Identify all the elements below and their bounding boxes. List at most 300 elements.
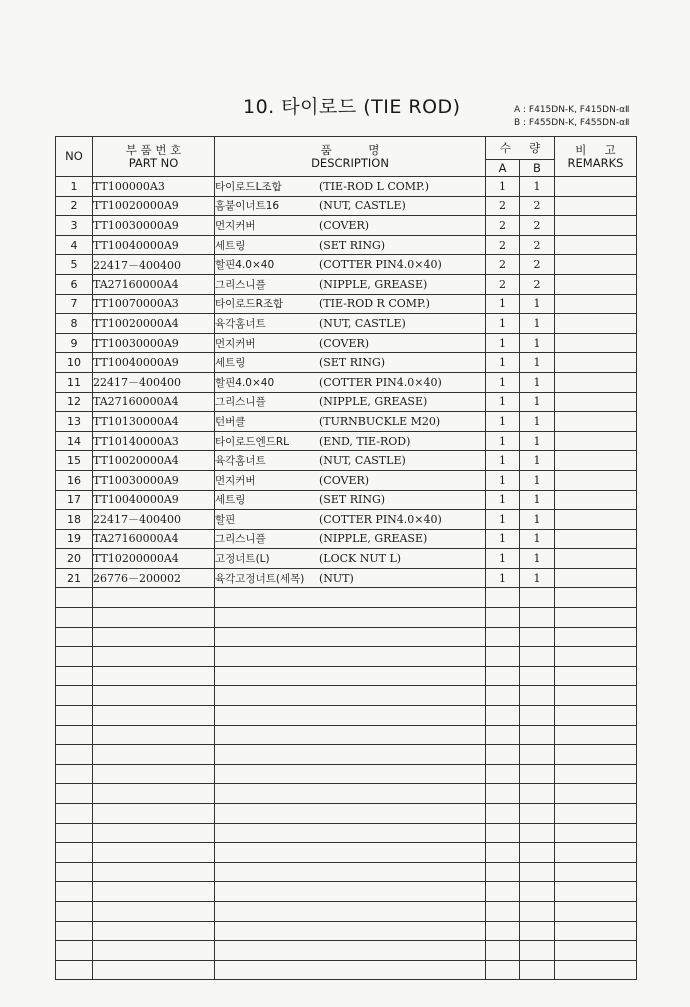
- table-row: [56, 333, 637, 353]
- empty-cell: [555, 882, 637, 902]
- header-quantity: 수 량: [486, 137, 555, 160]
- row-remarks: [555, 353, 637, 373]
- row-description-ko: 육각홈너트: [215, 317, 266, 330]
- row-qty-b: 1: [520, 510, 555, 530]
- empty-cell: [93, 921, 215, 941]
- row-part-no: TA27160000A4: [93, 529, 215, 549]
- row-remarks: [555, 568, 637, 588]
- row-part-no: TT10030000A9: [93, 216, 215, 236]
- empty-cell: [93, 706, 215, 726]
- empty-cell: [56, 764, 93, 784]
- row-description-en: (NIPPLE, GREASE): [319, 532, 428, 546]
- row-part-no: TT10070000A3: [93, 294, 215, 314]
- row-description-ko: 턴버클: [215, 415, 246, 428]
- row-part-no: TT10200000A4: [93, 549, 215, 569]
- empty-cell: [215, 960, 486, 980]
- empty-cell: [93, 862, 215, 882]
- row-description-en: (COVER): [319, 218, 370, 232]
- table-row: [56, 490, 637, 510]
- row-qty-b: 2: [520, 196, 555, 216]
- model-legend-b: B : F455DN-K, F455DN-αⅡ: [514, 118, 630, 128]
- empty-cell: [520, 627, 555, 647]
- row-no: 11: [56, 372, 93, 392]
- row-description: [215, 372, 486, 392]
- empty-cell: [555, 588, 637, 608]
- row-description-en: (SET RING): [319, 493, 386, 507]
- table-row: [56, 510, 637, 530]
- row-no: 16: [56, 470, 93, 490]
- empty-cell: [555, 804, 637, 824]
- empty-cell: [93, 608, 215, 628]
- empty-cell: [215, 764, 486, 784]
- empty-cell: [520, 823, 555, 843]
- row-qty-b: 1: [520, 177, 555, 197]
- row-qty-a: 1: [486, 353, 520, 373]
- row-description: [215, 431, 486, 451]
- empty-cell: [555, 901, 637, 921]
- empty-cell: [555, 823, 637, 843]
- row-qty-a: 1: [486, 372, 520, 392]
- empty-cell: [520, 725, 555, 745]
- row-no: 8: [56, 314, 93, 334]
- empty-cell: [93, 588, 215, 608]
- row-part-no: TT10040000A9: [93, 353, 215, 373]
- row-qty-a: 2: [486, 255, 520, 275]
- row-no: 19: [56, 529, 93, 549]
- empty-cell: [215, 627, 486, 647]
- empty-cell: [215, 745, 486, 765]
- row-description-ko: 할핀4.0×40: [215, 376, 275, 389]
- empty-cell: [520, 882, 555, 902]
- empty-cell: [56, 843, 93, 863]
- empty-row: [56, 921, 637, 941]
- empty-cell: [215, 647, 486, 667]
- row-no: 12: [56, 392, 93, 412]
- row-no: 7: [56, 294, 93, 314]
- row-no: 18: [56, 510, 93, 530]
- row-description-ko: 먼지커버: [215, 219, 256, 232]
- row-description-ko: 타이로드R조합: [215, 298, 284, 311]
- empty-row: [56, 764, 637, 784]
- row-description: [215, 235, 486, 255]
- row-qty-b: 2: [520, 216, 555, 236]
- empty-cell: [486, 764, 520, 784]
- row-part-no: 26776－200002: [93, 568, 215, 588]
- row-no: 10: [56, 353, 93, 373]
- empty-cell: [520, 921, 555, 941]
- empty-cell: [520, 608, 555, 628]
- empty-row: [56, 627, 637, 647]
- empty-cell: [555, 862, 637, 882]
- row-part-no: TT10040000A9: [93, 235, 215, 255]
- row-qty-a: 2: [486, 216, 520, 236]
- empty-cell: [93, 627, 215, 647]
- page-title: 10. 타이로드 (TIE ROD): [243, 96, 461, 118]
- empty-cell: [56, 882, 93, 902]
- row-qty-b: 1: [520, 353, 555, 373]
- table-row: [56, 412, 637, 432]
- row-qty-b: 1: [520, 431, 555, 451]
- header-part-no-ko: 부 품 번 호: [125, 142, 182, 157]
- empty-cell: [555, 843, 637, 863]
- empty-cell: [555, 725, 637, 745]
- row-no: 20: [56, 549, 93, 569]
- row-remarks: [555, 529, 637, 549]
- row-description-ko: 홈붙이너트16: [215, 200, 280, 213]
- table-row: [56, 431, 637, 451]
- row-qty-a: 1: [486, 549, 520, 569]
- empty-cell: [555, 686, 637, 706]
- empty-cell: [215, 862, 486, 882]
- row-part-no: TA27160000A4: [93, 274, 215, 294]
- row-description: [215, 470, 486, 490]
- row-qty-b: 1: [520, 549, 555, 569]
- row-no: 17: [56, 490, 93, 510]
- header-remarks-en: REMARKS: [567, 155, 624, 170]
- row-qty-b: 1: [520, 294, 555, 314]
- row-description-en: (SET RING): [319, 356, 386, 370]
- empty-row: [56, 843, 637, 863]
- row-qty-a: 1: [486, 333, 520, 353]
- row-qty-a: 2: [486, 274, 520, 294]
- row-qty-a: 1: [486, 490, 520, 510]
- empty-row: [56, 901, 637, 921]
- row-description-ko: 세트링: [215, 239, 246, 252]
- row-part-no: 22417－400400: [93, 372, 215, 392]
- row-description-en: (COTTER PIN4.0×40): [319, 258, 442, 272]
- empty-row: [56, 666, 637, 686]
- table-row: [56, 314, 637, 334]
- empty-cell: [520, 647, 555, 667]
- empty-cell: [486, 882, 520, 902]
- row-description-en: (TURNBUCKLE M20): [319, 414, 441, 428]
- row-description-en: (NUT, CASTLE): [319, 454, 406, 468]
- row-remarks: [555, 451, 637, 471]
- row-no: 1: [56, 177, 93, 197]
- row-remarks: [555, 392, 637, 412]
- empty-cell: [520, 745, 555, 765]
- empty-cell: [56, 706, 93, 726]
- table-row: [56, 196, 637, 216]
- empty-cell: [486, 941, 520, 961]
- empty-row: [56, 862, 637, 882]
- row-description-ko: 할핀4.0×40: [215, 259, 275, 272]
- row-qty-b: 1: [520, 568, 555, 588]
- empty-cell: [520, 588, 555, 608]
- row-description-en: (NUT, CASTLE): [319, 199, 406, 213]
- row-qty-b: 1: [520, 333, 555, 353]
- parts-table: [55, 136, 637, 980]
- empty-cell: [555, 784, 637, 804]
- empty-row: [56, 706, 637, 726]
- row-part-no: TT10140000A3: [93, 431, 215, 451]
- empty-cell: [215, 901, 486, 921]
- empty-cell: [555, 960, 637, 980]
- empty-row: [56, 941, 637, 961]
- row-qty-b: 2: [520, 255, 555, 275]
- empty-cell: [93, 804, 215, 824]
- empty-cell: [555, 921, 637, 941]
- row-qty-b: 1: [520, 314, 555, 334]
- empty-cell: [56, 627, 93, 647]
- empty-cell: [520, 666, 555, 686]
- header-part-no-en: PART NO: [128, 155, 179, 170]
- empty-row: [56, 960, 637, 980]
- model-legend-a: A : F415DN-K, F415DN-αⅡ: [514, 105, 630, 115]
- row-part-no: TT10020000A9: [93, 196, 215, 216]
- row-description: [215, 314, 486, 334]
- empty-cell: [93, 823, 215, 843]
- empty-row: [56, 745, 637, 765]
- empty-cell: [215, 843, 486, 863]
- row-part-no: TT10030000A9: [93, 470, 215, 490]
- row-description-ko: 육각홈너트: [215, 455, 266, 468]
- row-no: 3: [56, 216, 93, 236]
- table-row: [56, 353, 637, 373]
- empty-cell: [93, 764, 215, 784]
- empty-cell: [486, 960, 520, 980]
- row-qty-a: 1: [486, 431, 520, 451]
- row-remarks: [555, 314, 637, 334]
- empty-cell: [486, 588, 520, 608]
- empty-cell: [93, 647, 215, 667]
- row-part-no: TT10020000A4: [93, 451, 215, 471]
- empty-cell: [215, 706, 486, 726]
- table-row: [56, 392, 637, 412]
- row-description-ko: 타이로드L조합: [215, 180, 282, 193]
- row-description: [215, 529, 486, 549]
- row-remarks: [555, 333, 637, 353]
- empty-row: [56, 588, 637, 608]
- empty-cell: [520, 784, 555, 804]
- empty-cell: [520, 901, 555, 921]
- row-remarks: [555, 235, 637, 255]
- empty-cell: [215, 666, 486, 686]
- empty-cell: [93, 686, 215, 706]
- row-description: [215, 490, 486, 510]
- row-description-ko: 세트링: [215, 357, 246, 370]
- row-remarks: [555, 294, 637, 314]
- empty-row: [56, 784, 637, 804]
- row-description: [215, 274, 486, 294]
- empty-cell: [486, 608, 520, 628]
- row-qty-a: 1: [486, 177, 520, 197]
- row-description-en: (LOCK NUT L): [319, 552, 402, 566]
- empty-cell: [56, 921, 93, 941]
- empty-cell: [56, 960, 93, 980]
- row-description: [215, 294, 486, 314]
- empty-cell: [520, 804, 555, 824]
- empty-cell: [56, 725, 93, 745]
- row-part-no: TT10030000A9: [93, 333, 215, 353]
- row-description: [215, 333, 486, 353]
- empty-cell: [486, 627, 520, 647]
- row-description: [215, 568, 486, 588]
- empty-cell: [486, 862, 520, 882]
- header-no: NO: [56, 137, 93, 177]
- empty-cell: [56, 588, 93, 608]
- row-qty-a: 1: [486, 568, 520, 588]
- empty-cell: [486, 843, 520, 863]
- header-description-ko: 품 명: [320, 142, 380, 157]
- row-remarks: [555, 412, 637, 432]
- empty-row: [56, 804, 637, 824]
- empty-cell: [93, 725, 215, 745]
- row-qty-b: 1: [520, 451, 555, 471]
- row-description-ko: 고정너트(L): [215, 553, 270, 566]
- row-qty-b: 2: [520, 274, 555, 294]
- row-description-ko: 먼지커버: [215, 337, 256, 350]
- row-description-ko: 그리스니플: [215, 396, 266, 409]
- empty-cell: [520, 862, 555, 882]
- empty-cell: [555, 627, 637, 647]
- table-row: [56, 294, 637, 314]
- row-description: [215, 510, 486, 530]
- row-qty-b: 1: [520, 490, 555, 510]
- table-row: [56, 451, 637, 471]
- empty-cell: [56, 666, 93, 686]
- empty-cell: [56, 784, 93, 804]
- row-description-ko: 세트링: [215, 494, 246, 507]
- row-part-no: TT100000A3: [93, 177, 215, 197]
- row-description-en: (NIPPLE, GREASE): [319, 277, 428, 291]
- empty-cell: [215, 686, 486, 706]
- empty-cell: [520, 686, 555, 706]
- row-description-en: (COTTER PIN4.0×40): [319, 375, 442, 389]
- empty-cell: [93, 784, 215, 804]
- row-part-no: TA27160000A4: [93, 392, 215, 412]
- row-description-en: (COVER): [319, 336, 370, 350]
- table-row: [56, 549, 637, 569]
- row-description: [215, 392, 486, 412]
- empty-cell: [215, 804, 486, 824]
- row-no: 15: [56, 451, 93, 471]
- row-description-en: (TIE-ROD L COMP.): [319, 179, 429, 193]
- row-qty-b: 1: [520, 392, 555, 412]
- empty-cell: [555, 745, 637, 765]
- empty-cell: [56, 804, 93, 824]
- empty-cell: [56, 941, 93, 961]
- row-no: 6: [56, 274, 93, 294]
- row-part-no: 22417－400400: [93, 255, 215, 275]
- row-remarks: [555, 372, 637, 392]
- row-qty-a: 1: [486, 294, 520, 314]
- empty-row: [56, 823, 637, 843]
- empty-cell: [215, 588, 486, 608]
- row-no: 13: [56, 412, 93, 432]
- row-qty-b: 1: [520, 529, 555, 549]
- header-remarks-ko: 비 고: [575, 142, 616, 157]
- empty-cell: [486, 686, 520, 706]
- table-row: [56, 529, 637, 549]
- empty-cell: [486, 901, 520, 921]
- row-qty-a: 2: [486, 235, 520, 255]
- empty-cell: [215, 608, 486, 628]
- row-description: [215, 196, 486, 216]
- row-description-en: (NIPPLE, GREASE): [319, 395, 428, 409]
- table-row: [56, 274, 637, 294]
- row-description: [215, 353, 486, 373]
- header-qty-a: A: [486, 160, 520, 177]
- row-qty-a: 1: [486, 510, 520, 530]
- empty-cell: [56, 745, 93, 765]
- empty-cell: [56, 608, 93, 628]
- empty-cell: [555, 764, 637, 784]
- empty-cell: [93, 960, 215, 980]
- row-no: 2: [56, 196, 93, 216]
- empty-cell: [93, 843, 215, 863]
- row-description: [215, 216, 486, 236]
- table-row: [56, 177, 637, 197]
- row-description-ko: 할핀: [215, 513, 236, 526]
- empty-cell: [93, 666, 215, 686]
- empty-cell: [520, 941, 555, 961]
- row-remarks: [555, 255, 637, 275]
- row-qty-b: 2: [520, 235, 555, 255]
- empty-cell: [555, 666, 637, 686]
- empty-cell: [555, 941, 637, 961]
- table-row: [56, 216, 637, 236]
- header-description-en: DESCRIPTION: [311, 155, 389, 170]
- empty-row: [56, 882, 637, 902]
- empty-cell: [555, 608, 637, 628]
- row-qty-a: 1: [486, 451, 520, 471]
- empty-cell: [93, 941, 215, 961]
- row-description: [215, 451, 486, 471]
- empty-cell: [486, 725, 520, 745]
- row-no: 9: [56, 333, 93, 353]
- empty-cell: [215, 725, 486, 745]
- row-remarks: [555, 196, 637, 216]
- empty-cell: [56, 647, 93, 667]
- header-description: [215, 137, 486, 177]
- empty-cell: [520, 960, 555, 980]
- row-qty-a: 1: [486, 529, 520, 549]
- empty-cell: [486, 823, 520, 843]
- empty-cell: [215, 823, 486, 843]
- row-description: [215, 412, 486, 432]
- row-description: [215, 549, 486, 569]
- header-remarks: [555, 137, 637, 177]
- row-description-ko: 그리스니플: [215, 533, 266, 546]
- empty-cell: [56, 686, 93, 706]
- row-part-no: 22417－400400: [93, 510, 215, 530]
- empty-cell: [215, 882, 486, 902]
- row-description-ko: 그리스니플: [215, 278, 266, 291]
- row-remarks: [555, 490, 637, 510]
- table-row: [56, 372, 637, 392]
- row-no: 14: [56, 431, 93, 451]
- empty-cell: [520, 843, 555, 863]
- empty-cell: [486, 921, 520, 941]
- empty-cell: [486, 745, 520, 765]
- empty-cell: [56, 862, 93, 882]
- row-qty-a: 1: [486, 314, 520, 334]
- empty-cell: [56, 901, 93, 921]
- model-legend: [514, 104, 629, 130]
- empty-cell: [520, 706, 555, 726]
- row-remarks: [555, 274, 637, 294]
- row-part-no: TT10020000A4: [93, 314, 215, 334]
- row-description-en: (COTTER PIN4.0×40): [319, 512, 442, 526]
- row-description-ko: 먼지커버: [215, 474, 256, 487]
- empty-row: [56, 725, 637, 745]
- empty-row: [56, 686, 637, 706]
- empty-row: [56, 647, 637, 667]
- empty-cell: [93, 901, 215, 921]
- row-description-en: (SET RING): [319, 238, 386, 252]
- row-no: 4: [56, 235, 93, 255]
